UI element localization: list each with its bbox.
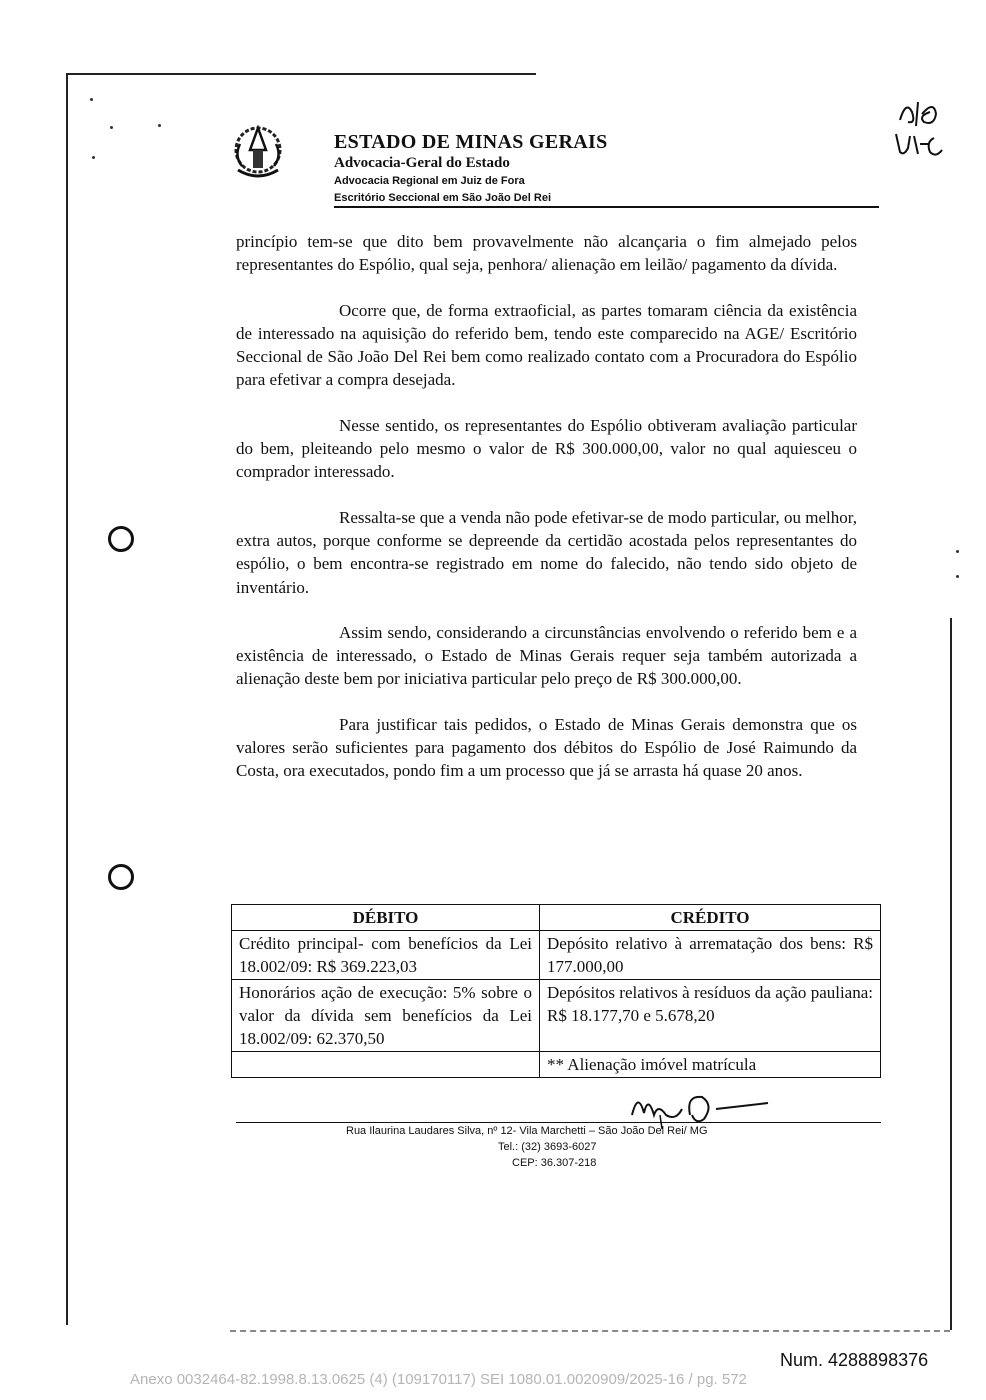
paragraph: Ressalta-se que a venda não pode efetivar-se de modo particular, ou melhor, extra autos, porque conforme se depreende da certidão acostada pelos representantes do espólio, o bem encontra-se registrado em nome do falecido, não tendo sido objeto de inventário. xyxy=(236,507,857,597)
paragraph: Nesse sentido, os representantes do Espólio obtiveram avaliação particular do bem, pleiteando pelo mesmo o valor de R$ 300.000,00, valor no qual aquiesceu o comprador interessado. xyxy=(236,415,857,482)
credit-cell: ** Alienação imóvel matrícula xyxy=(540,1052,881,1078)
debit-cell: Honorários ação de execução: 5% sobre o valor da dívida sem benefícios da Lei 18.002/09: 62.370,50 xyxy=(232,980,540,1052)
footer-rule xyxy=(236,1122,881,1123)
page-border-bottom xyxy=(230,1330,950,1332)
scan-speck xyxy=(956,575,959,578)
scan-speck xyxy=(158,124,161,127)
footer-address: Rua Ilaurina Laudares Silva, nº 12- Vila Marchetti – São João Del Rei/ MG xyxy=(346,1125,708,1137)
punch-hole-top xyxy=(108,526,134,552)
header-subtitle: Advocacia-Geral do Estado xyxy=(334,155,510,171)
scan-speck xyxy=(90,98,93,101)
footer-phone: Tel.: (32) 3693-6027 xyxy=(498,1141,597,1153)
debit-cell: Crédito principal- com benefícios da Lei 18.002/09: R$ 369.223,03 xyxy=(232,931,540,980)
annex-stamp: Anexo 0032464-82.1998.8.13.0625 (4) (109170117) SEI 1080.01.0020909/2025-16 / pg. 572 xyxy=(130,1371,747,1388)
footer-cep: CEP: 36.307-218 xyxy=(512,1157,597,1169)
coat-of-arms-icon xyxy=(226,120,290,184)
column-header-credit: CRÉDITO xyxy=(540,905,881,931)
header-office: Escritório Seccional em São João Del Rei xyxy=(334,192,552,204)
table-row xyxy=(232,1052,881,1078)
document-number: Num. 4288898376 xyxy=(780,1350,929,1370)
debit-cell xyxy=(232,1052,540,1078)
table-header-row xyxy=(232,905,881,931)
paragraph-continuation: princípio tem-se que dito bem provavelmente não alcançaria o fim almejado pelos representantes do Espólio, qual seja, penhora/ alienação em leilão/ pagamento da dívida. xyxy=(236,232,857,275)
document-body xyxy=(236,230,857,805)
credit-cell: Depósito relativo à arrematação dos bens: R$ 177.000,00 xyxy=(540,931,881,980)
header-regional: Advocacia Regional em Juiz de Fora xyxy=(334,175,525,187)
paragraph: Assim sendo, considerando a circunstâncias envolvendo o referido bem e a existência de interessado, o Estado de Minas Gerais requer seja também autorizada a alienação deste bem por iniciativa particular pelo preço de R$ 300.000,00. xyxy=(236,622,857,689)
column-header-debit: DÉBITO xyxy=(232,905,540,931)
page-border-top xyxy=(66,73,536,75)
handwritten-page-mark xyxy=(890,92,962,162)
credit-cell: Depósitos relativos à resíduos da ação pauliana: R$ 18.177,70 e 5.678,20 xyxy=(540,980,881,1052)
debit-credit-table xyxy=(231,904,881,1078)
page-border-right xyxy=(950,618,952,1330)
table-row xyxy=(232,931,881,980)
scan-speck xyxy=(92,156,95,159)
paragraph: Ocorre que, de forma extraoficial, as partes tomaram ciência da existência de interessado na aquisição do referido bem, tendo este comparecido na AGE/ Escritório Seccional de São João Del Rei bem como realizado contato com a Procuradora do Espólio para efetivar a compra desejada. xyxy=(236,300,857,390)
table-row xyxy=(232,980,881,1052)
paragraph: Para justificar tais pedidos, o Estado de Minas Gerais demonstra que os valores serão suficientes para pagamento dos débitos do Espólio de José Raimundo da Costa, ora executados, pondo fim a um processo que já se arrasta há quase 20 anos. xyxy=(236,714,857,781)
scan-speck xyxy=(110,126,113,129)
page-border-left xyxy=(66,73,68,1325)
scan-speck xyxy=(956,550,959,553)
header-rule xyxy=(334,206,879,208)
header-title: ESTADO DE MINAS GERAIS xyxy=(334,131,608,153)
punch-hole-bottom xyxy=(108,864,134,890)
